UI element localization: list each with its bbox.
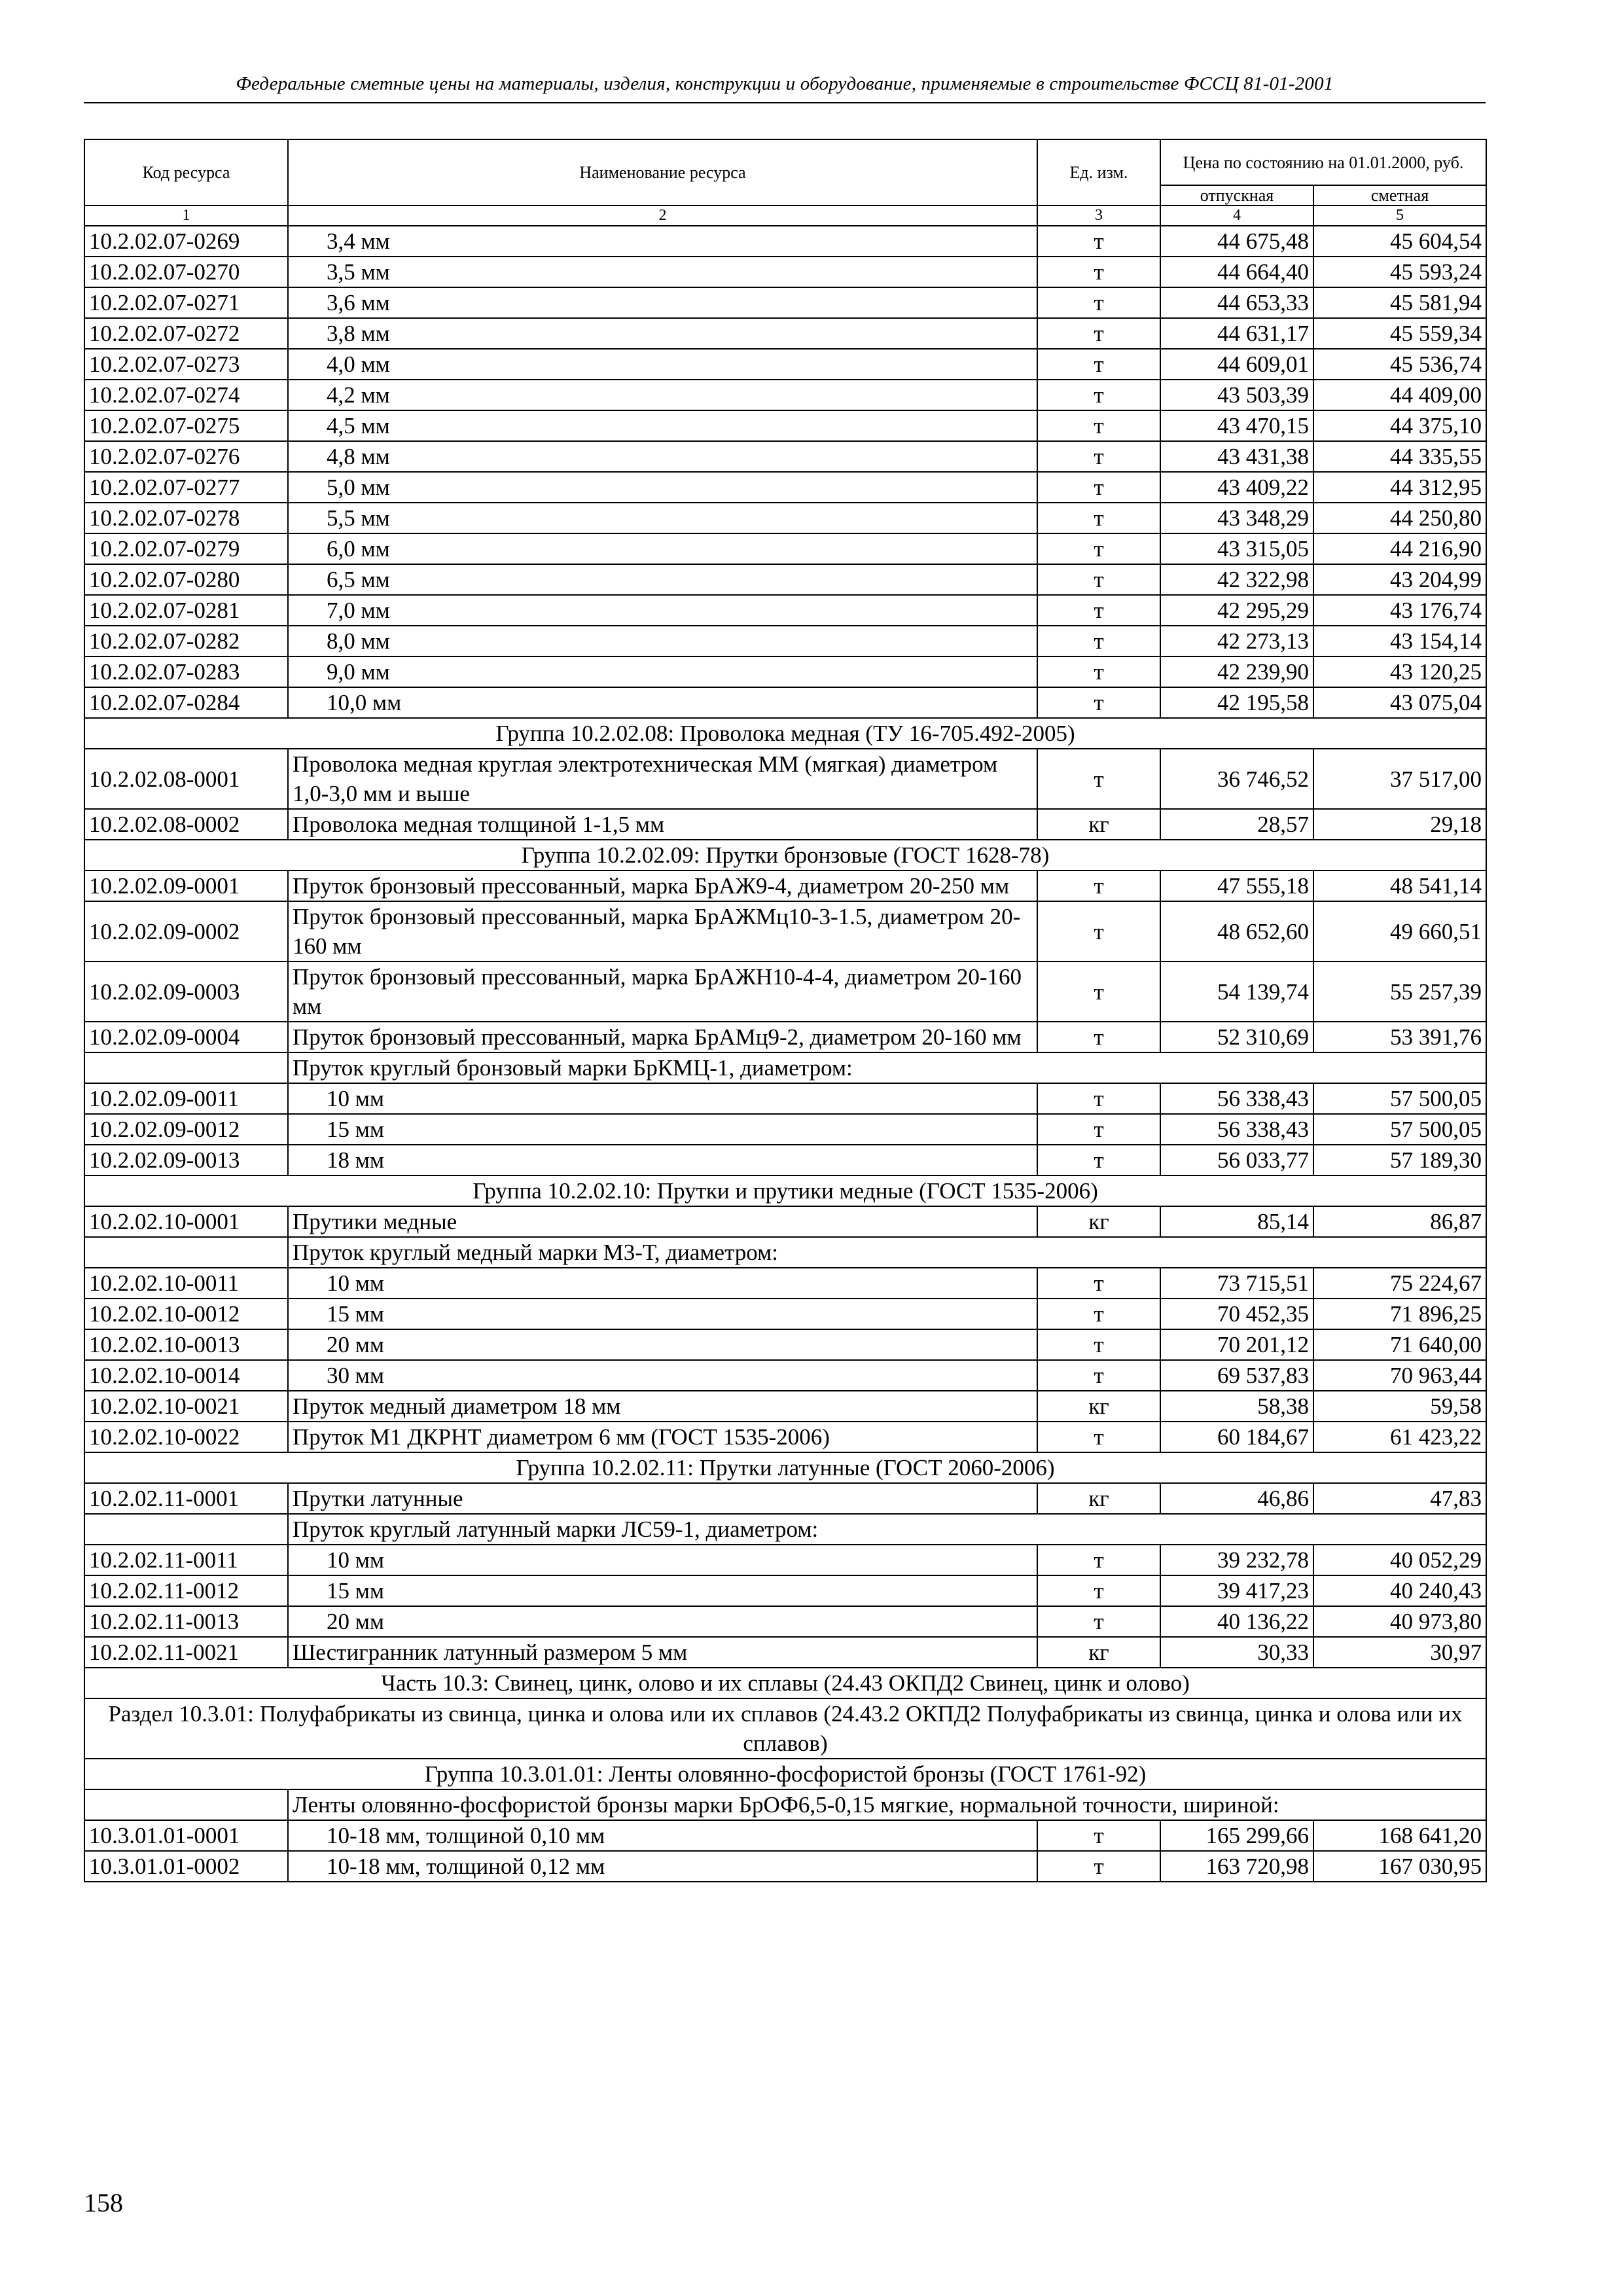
- estimate-price: 86,87: [1313, 1206, 1486, 1237]
- resource-name: 6,0 мм: [288, 533, 1037, 564]
- estimate-price: 57 500,05: [1313, 1114, 1486, 1145]
- unit-of-measure: т: [1037, 318, 1160, 349]
- table-row: [84, 1145, 1486, 1175]
- table-row: [84, 1637, 1486, 1668]
- release-price: 46,86: [1160, 1483, 1313, 1514]
- estimate-price: 57 500,05: [1313, 1083, 1486, 1114]
- resource-name: Пруток бронзовый прессованный, марка БрАЖМц10-3-1.5, диаметром 20- 160 мм: [288, 901, 1037, 961]
- estimate-price: 70 963,44: [1313, 1360, 1486, 1391]
- empty-code-cell: [84, 1514, 288, 1545]
- group-heading: Группа 10.2.02.09: Прутки бронзовые (ГОСТ 1628-78): [84, 840, 1486, 870]
- resource-code: 10.2.02.07-0274: [84, 380, 288, 410]
- table-row: [84, 318, 1486, 349]
- subheading-text: Пруток круглый медный марки М3-Т, диаметром:: [288, 1237, 1486, 1268]
- table-row: [84, 870, 1486, 901]
- resource-code: 10.2.02.07-0278: [84, 503, 288, 533]
- resource-name: 3,4 мм: [288, 226, 1037, 257]
- resource-name: 15 мм: [288, 1299, 1037, 1329]
- page-number: 158: [84, 2188, 123, 2217]
- release-price: 52 310,69: [1160, 1022, 1313, 1052]
- unit-of-measure: т: [1037, 1145, 1160, 1175]
- resource-name: 4,0 мм: [288, 349, 1037, 380]
- unit-of-measure: т: [1037, 226, 1160, 257]
- resource-code: 10.2.02.07-0275: [84, 410, 288, 441]
- estimate-price: 71 896,25: [1313, 1299, 1486, 1329]
- release-price: 69 537,83: [1160, 1360, 1313, 1391]
- estimate-price: 49 660,51: [1313, 901, 1486, 961]
- release-price: 48 652,60: [1160, 901, 1313, 961]
- col-number: 3: [1037, 206, 1160, 226]
- resource-name: 20 мм: [288, 1329, 1037, 1360]
- table-row: [84, 1545, 1486, 1575]
- unit-of-measure: т: [1037, 380, 1160, 410]
- estimate-price: 47,83: [1313, 1483, 1486, 1514]
- table-row: [84, 1360, 1486, 1391]
- resource-name: 18 мм: [288, 1145, 1037, 1175]
- estimate-price: 40 240,43: [1313, 1575, 1486, 1606]
- estimate-price: 44 409,00: [1313, 380, 1486, 410]
- estimate-price: 29,18: [1313, 809, 1486, 840]
- unit-of-measure: т: [1037, 1022, 1160, 1052]
- release-price: 43 315,05: [1160, 533, 1313, 564]
- table-header: [84, 139, 1486, 226]
- resource-name: 7,0 мм: [288, 595, 1037, 626]
- estimate-price: 45 593,24: [1313, 257, 1486, 287]
- group-heading-row: [84, 840, 1486, 870]
- resource-name: 10-18 мм, толщиной 0,10 мм: [288, 1820, 1037, 1851]
- estimate-price: 43 075,04: [1313, 687, 1486, 718]
- col-number: 5: [1313, 206, 1486, 226]
- unit-of-measure: т: [1037, 533, 1160, 564]
- resource-code: 10.2.02.10-0012: [84, 1299, 288, 1329]
- estimate-price: 45 559,34: [1313, 318, 1486, 349]
- unit-of-measure: т: [1037, 901, 1160, 961]
- unit-of-measure: т: [1037, 1299, 1160, 1329]
- release-price: 54 139,74: [1160, 961, 1313, 1022]
- release-price: 44 609,01: [1160, 349, 1313, 380]
- unit-of-measure: т: [1037, 503, 1160, 533]
- estimate-price: 40 052,29: [1313, 1545, 1486, 1575]
- resource-name: 8,0 мм: [288, 626, 1037, 656]
- estimate-price: 44 312,95: [1313, 472, 1486, 503]
- release-price: 43 348,29: [1160, 503, 1313, 533]
- group-heading-row: [84, 718, 1486, 749]
- release-price: 42 322,98: [1160, 564, 1313, 595]
- release-price: 39 232,78: [1160, 1545, 1313, 1575]
- resource-name: 10 мм: [288, 1268, 1037, 1299]
- resource-name: 4,2 мм: [288, 380, 1037, 410]
- unit-of-measure: т: [1037, 349, 1160, 380]
- resource-code: 10.2.02.10-0011: [84, 1268, 288, 1299]
- resource-name: Пруток бронзовый прессованный, марка БрАЖН10-4-4, диаметром 20-160 мм: [288, 961, 1037, 1022]
- group-heading-row: [84, 1175, 1486, 1206]
- release-price: 43 431,38: [1160, 441, 1313, 472]
- release-price: 42 239,90: [1160, 656, 1313, 687]
- col-header-code: Код ресурса: [84, 139, 288, 206]
- release-price: 44 631,17: [1160, 318, 1313, 349]
- resource-name: 20 мм: [288, 1606, 1037, 1637]
- resource-name: 3,5 мм: [288, 257, 1037, 287]
- release-price: 44 675,48: [1160, 226, 1313, 257]
- resource-name: Пруток бронзовый прессованный, марка БрАМц9-2, диаметром 20-160 мм: [288, 1022, 1037, 1052]
- table-row: [84, 809, 1486, 840]
- release-price: 58,38: [1160, 1391, 1313, 1422]
- resource-name: Пруток М1 ДКРНТ диаметром 6 мм (ГОСТ 1535-2006): [288, 1422, 1037, 1452]
- table-row: [84, 226, 1486, 257]
- resource-name: Проволока медная толщиной 1-1,5 мм: [288, 809, 1037, 840]
- table-row: [84, 503, 1486, 533]
- estimate-price: 168 641,20: [1313, 1820, 1486, 1851]
- release-price: 42 295,29: [1160, 595, 1313, 626]
- table-row: [84, 1206, 1486, 1237]
- resource-name: Прутики медные: [288, 1206, 1037, 1237]
- estimate-price: 40 973,80: [1313, 1606, 1486, 1637]
- col-header-estimate-price: сметная: [1313, 185, 1486, 206]
- estimate-price: 43 120,25: [1313, 656, 1486, 687]
- unit-of-measure: т: [1037, 870, 1160, 901]
- subheading-row: [84, 1514, 1486, 1545]
- unit-of-measure: кг: [1037, 1637, 1160, 1668]
- resource-code: 10.2.02.07-0270: [84, 257, 288, 287]
- release-price: 165 299,66: [1160, 1820, 1313, 1851]
- table-row: [84, 1820, 1486, 1851]
- resource-name: Пруток медный диаметром 18 мм: [288, 1391, 1037, 1422]
- resource-code: 10.2.02.07-0279: [84, 533, 288, 564]
- resource-code: 10.2.02.07-0277: [84, 472, 288, 503]
- col-header-name: Наименование ресурса: [288, 139, 1037, 206]
- release-price: 56 338,43: [1160, 1114, 1313, 1145]
- release-price: 43 470,15: [1160, 410, 1313, 441]
- resource-code: 10.2.02.09-0003: [84, 961, 288, 1022]
- resource-code: 10.2.02.08-0001: [84, 749, 288, 809]
- unit-of-measure: т: [1037, 1851, 1160, 1882]
- resource-name: 6,5 мм: [288, 564, 1037, 595]
- release-price: 56 033,77: [1160, 1145, 1313, 1175]
- table-row: [84, 441, 1486, 472]
- table-row: [84, 656, 1486, 687]
- group-heading-row: [84, 1452, 1486, 1483]
- unit-of-measure: кг: [1037, 1391, 1160, 1422]
- col-header-price: Цена по состоянию на 01.01.2000, руб.: [1160, 139, 1486, 185]
- col-number: 1: [84, 206, 288, 226]
- unit-of-measure: т: [1037, 257, 1160, 287]
- unit-of-measure: т: [1037, 1114, 1160, 1145]
- estimate-price: 43 154,14: [1313, 626, 1486, 656]
- resource-name: 9,0 мм: [288, 656, 1037, 687]
- table-row: [84, 1606, 1486, 1637]
- resource-name: 10-18 мм, толщиной 0,12 мм: [288, 1851, 1037, 1882]
- part-heading: Часть 10.3: Свинец, цинк, олово и их сплавы (24.43 ОКПД2 Свинец, цинк и олово): [84, 1668, 1486, 1698]
- estimate-price: 45 536,74: [1313, 349, 1486, 380]
- resource-name: 3,6 мм: [288, 287, 1037, 318]
- group-heading-row: [84, 1759, 1486, 1789]
- section-heading: Раздел 10.3.01: Полуфабрикаты из свинца, цинка и олова или их сплавов (24.43.2 ОКПД2 Полуфабрикаты из свинца, цинка и олова или их сплавов): [84, 1698, 1486, 1759]
- resource-name: Шестигранник латунный размером 5 мм: [288, 1637, 1037, 1668]
- release-price: 28,57: [1160, 809, 1313, 840]
- estimate-price: 167 030,95: [1313, 1851, 1486, 1882]
- release-price: 43 409,22: [1160, 472, 1313, 503]
- table-row: [84, 1022, 1486, 1052]
- table-row: [84, 472, 1486, 503]
- subheading-text: Пруток круглый бронзовый марки БрКМЦ-1, диаметром:: [288, 1052, 1486, 1083]
- table-row: [84, 287, 1486, 318]
- release-price: 42 273,13: [1160, 626, 1313, 656]
- resource-code: 10.2.02.08-0002: [84, 809, 288, 840]
- resource-code: 10.2.02.07-0276: [84, 441, 288, 472]
- table-row: [84, 1329, 1486, 1360]
- unit-of-measure: т: [1037, 564, 1160, 595]
- resource-code: 10.2.02.07-0272: [84, 318, 288, 349]
- release-price: 70 452,35: [1160, 1299, 1313, 1329]
- unit-of-measure: т: [1037, 1575, 1160, 1606]
- resource-name: Пруток бронзовый прессованный, марка БрАЖ9-4, диаметром 20-250 мм: [288, 870, 1037, 901]
- resource-code: 10.2.02.11-0013: [84, 1606, 288, 1637]
- release-price: 47 555,18: [1160, 870, 1313, 901]
- estimate-price: 44 216,90: [1313, 533, 1486, 564]
- group-heading: Группа 10.2.02.11: Прутки латунные (ГОСТ 2060-2006): [84, 1452, 1486, 1483]
- unit-of-measure: кг: [1037, 1206, 1160, 1237]
- estimate-price: 75 224,67: [1313, 1268, 1486, 1299]
- resource-code: 10.2.02.07-0282: [84, 626, 288, 656]
- col-number: 2: [288, 206, 1037, 226]
- estimate-price: 44 250,80: [1313, 503, 1486, 533]
- estimate-price: 48 541,14: [1313, 870, 1486, 901]
- table-row: [84, 901, 1486, 961]
- release-price: 56 338,43: [1160, 1083, 1313, 1114]
- estimate-price: 43 204,99: [1313, 564, 1486, 595]
- resource-name: 10 мм: [288, 1545, 1037, 1575]
- section-heading-row: [84, 1698, 1486, 1759]
- resource-name: Проволока медная круглая электротехническая ММ (мягкая) диаметром 1,0-3,0 мм и выше: [288, 749, 1037, 809]
- unit-of-measure: т: [1037, 1329, 1160, 1360]
- estimate-price: 30,97: [1313, 1637, 1486, 1668]
- resource-code: 10.3.01.01-0002: [84, 1851, 288, 1882]
- resource-name: Прутки латунные: [288, 1483, 1037, 1514]
- group-heading: Группа 10.2.02.10: Прутки и прутики медные (ГОСТ 1535-2006): [84, 1175, 1486, 1206]
- empty-code-cell: [84, 1789, 288, 1820]
- release-price: 60 184,67: [1160, 1422, 1313, 1452]
- resource-code: 10.2.02.07-0273: [84, 349, 288, 380]
- unit-of-measure: т: [1037, 1820, 1160, 1851]
- part-heading-row: [84, 1668, 1486, 1698]
- resource-code: 10.2.02.10-0013: [84, 1329, 288, 1360]
- resource-code: 10.2.02.11-0012: [84, 1575, 288, 1606]
- subheading-text: Ленты оловянно-фосфористой бронзы марки БрОФ6,5-0,15 мягкие, нормальной точности, шириной:: [288, 1789, 1486, 1820]
- table-row: [84, 1483, 1486, 1514]
- table-row: [84, 1391, 1486, 1422]
- unit-of-measure: кг: [1037, 1483, 1160, 1514]
- unit-of-measure: т: [1037, 961, 1160, 1022]
- resource-name: 15 мм: [288, 1114, 1037, 1145]
- release-price: 39 417,23: [1160, 1575, 1313, 1606]
- empty-code-cell: [84, 1052, 288, 1083]
- resource-code: 10.2.02.09-0013: [84, 1145, 288, 1175]
- table-row: [84, 410, 1486, 441]
- estimate-price: 44 375,10: [1313, 410, 1486, 441]
- resource-code: 10.2.02.10-0022: [84, 1422, 288, 1452]
- unit-of-measure: т: [1037, 1360, 1160, 1391]
- unit-of-measure: т: [1037, 595, 1160, 626]
- resource-name: 5,0 мм: [288, 472, 1037, 503]
- unit-of-measure: т: [1037, 1606, 1160, 1637]
- unit-of-measure: т: [1037, 1422, 1160, 1452]
- table-row: [84, 687, 1486, 718]
- table-row: [84, 961, 1486, 1022]
- table-row: [84, 1299, 1486, 1329]
- empty-code-cell: [84, 1237, 288, 1268]
- resource-code: 10.2.02.07-0271: [84, 287, 288, 318]
- resource-name: 10,0 мм: [288, 687, 1037, 718]
- resource-code: 10.2.02.09-0004: [84, 1022, 288, 1052]
- resource-code: 10.2.02.11-0021: [84, 1637, 288, 1668]
- table-row: [84, 1083, 1486, 1114]
- resource-name: 4,8 мм: [288, 441, 1037, 472]
- estimate-price: 45 604,54: [1313, 226, 1486, 257]
- table-row: [84, 349, 1486, 380]
- release-price: 44 653,33: [1160, 287, 1313, 318]
- resource-code: 10.2.02.09-0001: [84, 870, 288, 901]
- resource-name: 5,5 мм: [288, 503, 1037, 533]
- table-row: [84, 533, 1486, 564]
- table-row: [84, 1422, 1486, 1452]
- unit-of-measure: т: [1037, 287, 1160, 318]
- group-heading: Группа 10.3.01.01: Ленты оловянно-фосфористой бронзы (ГОСТ 1761-92): [84, 1759, 1486, 1789]
- unit-of-measure: т: [1037, 1268, 1160, 1299]
- resource-code: 10.2.02.07-0281: [84, 595, 288, 626]
- release-price: 44 664,40: [1160, 257, 1313, 287]
- estimate-price: 71 640,00: [1313, 1329, 1486, 1360]
- table-row: [84, 626, 1486, 656]
- resource-code: 10.2.02.07-0283: [84, 656, 288, 687]
- col-number: 4: [1160, 206, 1313, 226]
- subheading-text: Пруток круглый латунный марки ЛС59-1, диаметром:: [288, 1514, 1486, 1545]
- estimate-price: 55 257,39: [1313, 961, 1486, 1022]
- resource-code: 10.2.02.07-0280: [84, 564, 288, 595]
- resource-name: 10 мм: [288, 1083, 1037, 1114]
- estimate-price: 44 335,55: [1313, 441, 1486, 472]
- header-rule: [84, 102, 1486, 103]
- resource-name: 15 мм: [288, 1575, 1037, 1606]
- table-row: [84, 257, 1486, 287]
- release-price: 30,33: [1160, 1637, 1313, 1668]
- resource-code: 10.2.02.11-0001: [84, 1483, 288, 1514]
- col-header-unit: Ед. изм.: [1037, 139, 1160, 206]
- estimate-price: 43 176,74: [1313, 595, 1486, 626]
- subheading-row: [84, 1237, 1486, 1268]
- release-price: 42 195,58: [1160, 687, 1313, 718]
- estimate-price: 45 581,94: [1313, 287, 1486, 318]
- group-heading: Группа 10.2.02.08: Проволока медная (ТУ 16-705.492-2005): [84, 718, 1486, 749]
- release-price: 40 136,22: [1160, 1606, 1313, 1637]
- unit-of-measure: кг: [1037, 809, 1160, 840]
- resource-code: 10.2.02.09-0002: [84, 901, 288, 961]
- resource-code: 10.2.02.09-0011: [84, 1083, 288, 1114]
- resource-name: 30 мм: [288, 1360, 1037, 1391]
- subheading-row: [84, 1789, 1486, 1820]
- unit-of-measure: т: [1037, 749, 1160, 809]
- col-header-release-price: отпускная: [1160, 185, 1313, 206]
- resource-code: 10.2.02.07-0284: [84, 687, 288, 718]
- unit-of-measure: т: [1037, 441, 1160, 472]
- unit-of-measure: т: [1037, 626, 1160, 656]
- resource-code: 10.2.02.11-0011: [84, 1545, 288, 1575]
- release-price: 70 201,12: [1160, 1329, 1313, 1360]
- resource-code: 10.2.02.09-0012: [84, 1114, 288, 1145]
- release-price: 163 720,98: [1160, 1851, 1313, 1882]
- table-row: [84, 564, 1486, 595]
- table-row: [84, 595, 1486, 626]
- unit-of-measure: т: [1037, 472, 1160, 503]
- unit-of-measure: т: [1037, 1545, 1160, 1575]
- estimate-price: 59,58: [1313, 1391, 1486, 1422]
- resource-code: 10.3.01.01-0001: [84, 1820, 288, 1851]
- table-row: [84, 380, 1486, 410]
- resource-name: 4,5 мм: [288, 410, 1037, 441]
- estimate-price: 57 189,30: [1313, 1145, 1486, 1175]
- resource-code: 10.2.02.07-0269: [84, 226, 288, 257]
- resource-code: 10.2.02.10-0021: [84, 1391, 288, 1422]
- subheading-row: [84, 1052, 1486, 1083]
- release-price: 85,14: [1160, 1206, 1313, 1237]
- running-head: Федеральные сметные цены на материалы, изделия, конструкции и оборудование, применяемые в строительстве ФССЦ 81-01-2001: [236, 73, 1334, 94]
- unit-of-measure: т: [1037, 410, 1160, 441]
- resource-code: 10.2.02.10-0014: [84, 1360, 288, 1391]
- estimate-price: 61 423,22: [1313, 1422, 1486, 1452]
- price-table: [84, 139, 1487, 1882]
- table-row: [84, 1851, 1486, 1882]
- resource-code: 10.2.02.10-0001: [84, 1206, 288, 1237]
- release-price: 73 715,51: [1160, 1268, 1313, 1299]
- release-price: 43 503,39: [1160, 380, 1313, 410]
- release-price: 36 746,52: [1160, 749, 1313, 809]
- table-row: [84, 1114, 1486, 1145]
- table-row: [84, 749, 1486, 809]
- estimate-price: 37 517,00: [1313, 749, 1486, 809]
- unit-of-measure: т: [1037, 687, 1160, 718]
- resource-name: 3,8 мм: [288, 318, 1037, 349]
- table-row: [84, 1268, 1486, 1299]
- estimate-price: 53 391,76: [1313, 1022, 1486, 1052]
- unit-of-measure: т: [1037, 1083, 1160, 1114]
- table-row: [84, 1575, 1486, 1606]
- table-body: [84, 226, 1486, 1882]
- unit-of-measure: т: [1037, 656, 1160, 687]
